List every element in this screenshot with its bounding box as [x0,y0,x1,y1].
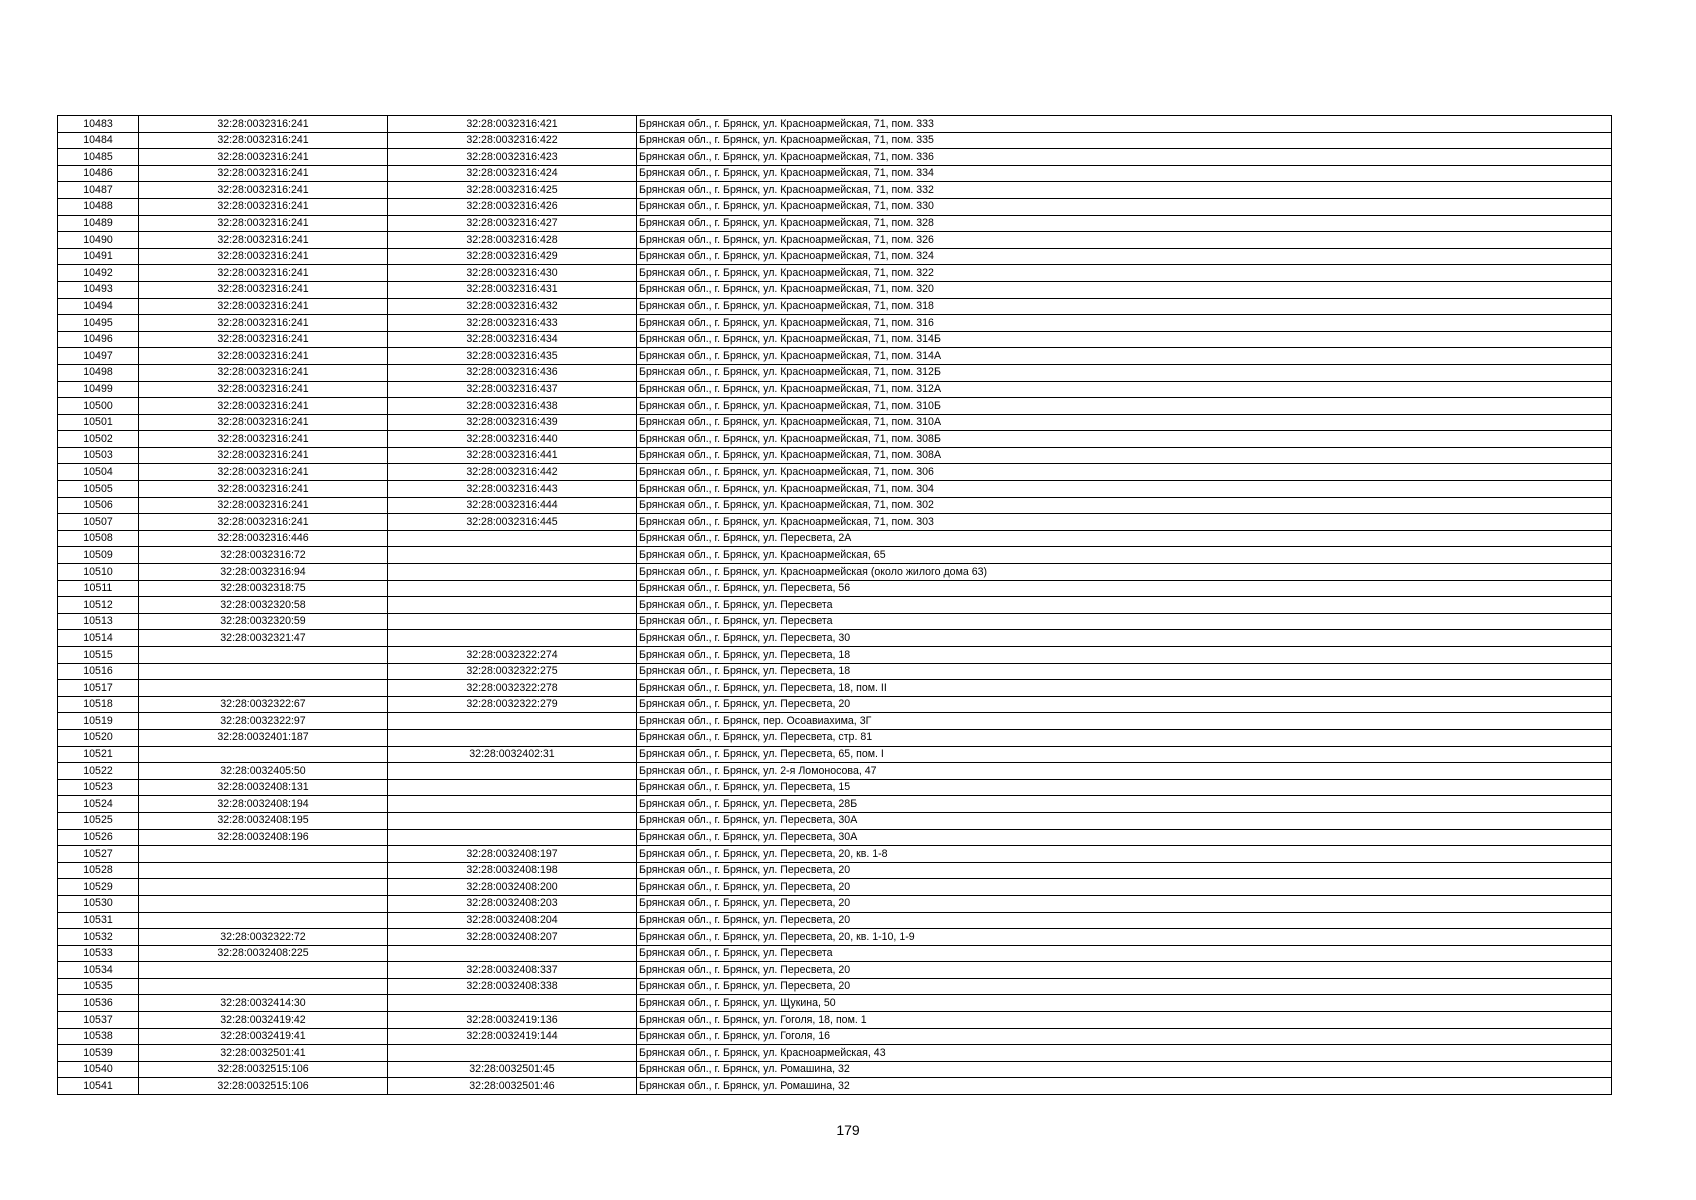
child-cadastral-number-cell [388,763,637,780]
child-cadastral-number-cell: 32:28:0032316:436 [388,364,637,381]
parent-cadastral-number-cell: 32:28:0032316:241 [139,481,388,498]
parent-cadastral-number-cell: 32:28:0032515:106 [139,1078,388,1095]
parent-cadastral-number-cell: 32:28:0032316:241 [139,248,388,265]
table-row [58,978,1612,995]
parent-cadastral-number-cell: 32:28:0032419:42 [139,1012,388,1029]
child-cadastral-number-cell: 32:28:0032501:46 [388,1078,637,1095]
row-number-cell: 10523 [58,779,139,796]
address-cell: Брянская обл., г. Брянск, ул. Гоголя, 16 [637,1028,1612,1045]
child-cadastral-number-cell [388,945,637,962]
address-cell: Брянская обл., г. Брянск, ул. Пересвета, 20 [637,962,1612,979]
child-cadastral-number-cell [388,564,637,581]
table-row [58,1028,1612,1045]
table-row [58,265,1612,282]
table-row [58,364,1612,381]
parent-cadastral-number-cell [139,978,388,995]
address-cell: Брянская обл., г. Брянск, ул. Пересвета, 2А [637,530,1612,547]
table-row [58,1045,1612,1062]
row-number-cell: 10491 [58,248,139,265]
address-cell: Брянская обл., г. Брянск, ул. Красноармейская, 71, пом. 334 [637,165,1612,182]
address-cell: Брянская обл., г. Брянск, ул. Пересвета, 20 [637,912,1612,929]
parent-cadastral-number-cell: 32:28:0032316:241 [139,132,388,149]
child-cadastral-number-cell [388,729,637,746]
row-number-cell: 10497 [58,348,139,365]
parent-cadastral-number-cell: 32:28:0032316:241 [139,232,388,249]
row-number-cell: 10494 [58,298,139,315]
table-row [58,431,1612,448]
child-cadastral-number-cell: 32:28:0032402:31 [388,746,637,763]
row-number-cell: 10496 [58,331,139,348]
address-cell: Брянская обл., г. Брянск, ул. Пересвета, 56 [637,580,1612,597]
row-number-cell: 10537 [58,1012,139,1029]
table-row [58,995,1612,1012]
parent-cadastral-number-cell [139,846,388,863]
parent-cadastral-number-cell [139,862,388,879]
row-number-cell: 10530 [58,895,139,912]
parent-cadastral-number-cell: 32:28:0032405:50 [139,763,388,780]
row-number-cell: 10524 [58,796,139,813]
table-row [58,680,1612,697]
parent-cadastral-number-cell: 32:28:0032316:241 [139,381,388,398]
row-number-cell: 10500 [58,398,139,415]
parent-cadastral-number-cell: 32:28:0032316:241 [139,331,388,348]
child-cadastral-number-cell: 32:28:0032316:422 [388,132,637,149]
parent-cadastral-number-cell: 32:28:0032316:241 [139,348,388,365]
parent-cadastral-number-cell: 32:28:0032316:241 [139,265,388,282]
address-cell: Брянская обл., г. Брянск, ул. Пересвета, 20 [637,978,1612,995]
row-number-cell: 10511 [58,580,139,597]
table-row [58,547,1612,564]
row-number-cell: 10541 [58,1078,139,1095]
address-cell: Брянская обл., г. Брянск, ул. Красноармейская, 71, пом. 308Б [637,431,1612,448]
address-cell: Брянская обл., г. Брянск, ул. Красноармейская, 71, пом. 335 [637,132,1612,149]
parent-cadastral-number-cell: 32:28:0032316:241 [139,414,388,431]
address-cell: Брянская обл., г. Брянск, ул. Красноармейская, 71, пом. 310Б [637,398,1612,415]
address-cell: Брянская обл., г. Брянск, ул. Пересвета, 15 [637,779,1612,796]
row-number-cell: 10486 [58,165,139,182]
parent-cadastral-number-cell: 32:28:0032316:241 [139,165,388,182]
table-row [58,514,1612,531]
row-number-cell: 10484 [58,132,139,149]
child-cadastral-number-cell: 32:28:0032408:197 [388,846,637,863]
child-cadastral-number-cell: 32:28:0032316:429 [388,248,637,265]
row-number-cell: 10538 [58,1028,139,1045]
child-cadastral-number-cell [388,713,637,730]
parent-cadastral-number-cell: 32:28:0032401:187 [139,729,388,746]
parent-cadastral-number-cell: 32:28:0032316:241 [139,182,388,199]
address-cell: Брянская обл., г. Брянск, ул. Пересвета, стр. 81 [637,729,1612,746]
row-number-cell: 10531 [58,912,139,929]
child-cadastral-number-cell: 32:28:0032316:442 [388,464,637,481]
address-cell: Брянская обл., г. Брянск, ул. Красноармейская, 71, пом. 336 [637,149,1612,166]
row-number-cell: 10533 [58,945,139,962]
address-cell: Брянская обл., г. Брянск, ул. Красноармейская, 71, пом. 333 [637,116,1612,133]
table-row [58,248,1612,265]
row-number-cell: 10517 [58,680,139,697]
parent-cadastral-number-cell: 32:28:0032316:241 [139,447,388,464]
address-cell: Брянская обл., г. Брянск, пер. Осоавиахима, 3Г [637,713,1612,730]
child-cadastral-number-cell [388,779,637,796]
address-cell: Брянская обл., г. Брянск, ул. Красноармейская, 71, пом. 310А [637,414,1612,431]
child-cadastral-number-cell: 32:28:0032316:434 [388,331,637,348]
child-cadastral-number-cell: 32:28:0032316:440 [388,431,637,448]
table-row [58,895,1612,912]
table-row [58,580,1612,597]
address-cell: Брянская обл., г. Брянск, ул. Красноармейская, 71, пом. 314А [637,348,1612,365]
table-row [58,481,1612,498]
child-cadastral-number-cell: 32:28:0032316:439 [388,414,637,431]
table-row [58,564,1612,581]
child-cadastral-number-cell [388,547,637,564]
child-cadastral-number-cell: 32:28:0032316:438 [388,398,637,415]
row-number-cell: 10525 [58,812,139,829]
address-cell: Брянская обл., г. Брянск, ул. Красноармейская, 65 [637,547,1612,564]
address-cell: Брянская обл., г. Брянск, ул. Красноармейская, 71, пом. 312Б [637,364,1612,381]
address-cell: Брянская обл., г. Брянск, ул. Щукина, 50 [637,995,1612,1012]
child-cadastral-number-cell: 32:28:0032316:428 [388,232,637,249]
table-row [58,945,1612,962]
table-row [58,613,1612,630]
address-cell: Брянская обл., г. Брянск, ул. Красноармейская, 71, пом. 320 [637,281,1612,298]
parent-cadastral-number-cell: 32:28:0032408:131 [139,779,388,796]
address-cell: Брянская обл., г. Брянск, ул. Пересвета, 20 [637,879,1612,896]
parent-cadastral-number-cell: 32:28:0032515:106 [139,1061,388,1078]
table-row [58,232,1612,249]
table-row [58,149,1612,166]
parent-cadastral-number-cell: 32:28:0032316:241 [139,514,388,531]
table-row [58,381,1612,398]
address-cell: Брянская обл., г. Брянск, ул. Пересвета, 30А [637,812,1612,829]
parent-cadastral-number-cell: 32:28:0032414:30 [139,995,388,1012]
address-cell: Брянская обл., г. Брянск, ул. Гоголя, 18, пом. 1 [637,1012,1612,1029]
child-cadastral-number-cell: 32:28:0032316:426 [388,198,637,215]
table-row [58,116,1612,133]
child-cadastral-number-cell: 32:28:0032408:200 [388,879,637,896]
row-number-cell: 10509 [58,547,139,564]
address-cell: Брянская обл., г. Брянск, ул. Ромашина, 32 [637,1078,1612,1095]
row-number-cell: 10493 [58,281,139,298]
child-cadastral-number-cell: 32:28:0032408:337 [388,962,637,979]
address-cell: Брянская обл., г. Брянск, ул. Пересвета [637,597,1612,614]
address-cell: Брянская обл., г. Брянск, ул. Пересвета, 20 [637,696,1612,713]
child-cadastral-number-cell: 32:28:0032322:274 [388,647,637,664]
parent-cadastral-number-cell: 32:28:0032316:241 [139,298,388,315]
parent-cadastral-number-cell [139,879,388,896]
row-number-cell: 10514 [58,630,139,647]
child-cadastral-number-cell: 32:28:0032316:431 [388,281,637,298]
row-number-cell: 10506 [58,497,139,514]
child-cadastral-number-cell: 32:28:0032419:144 [388,1028,637,1045]
address-cell: Брянская обл., г. Брянск, ул. Пересвета, 18, пом. II [637,680,1612,697]
parent-cadastral-number-cell: 32:28:0032316:241 [139,497,388,514]
row-number-cell: 10498 [58,364,139,381]
row-number-cell: 10516 [58,663,139,680]
registry-table [57,115,1612,1095]
child-cadastral-number-cell: 32:28:0032322:279 [388,696,637,713]
child-cadastral-number-cell [388,597,637,614]
parent-cadastral-number-cell: 32:28:0032316:94 [139,564,388,581]
row-number-cell: 10510 [58,564,139,581]
row-number-cell: 10526 [58,829,139,846]
child-cadastral-number-cell [388,995,637,1012]
address-cell: Брянская обл., г. Брянск, ул. Пересвета, 20, кв. 1-8 [637,846,1612,863]
table-row [58,1061,1612,1078]
parent-cadastral-number-cell: 32:28:0032316:241 [139,281,388,298]
address-cell: Брянская обл., г. Брянск, ул. Красноармейская, 71, пом. 304 [637,481,1612,498]
table-row [58,879,1612,896]
row-number-cell: 10503 [58,447,139,464]
address-cell: Брянская обл., г. Брянск, ул. Красноармейская, 71, пом. 316 [637,315,1612,332]
table-row [58,779,1612,796]
table-row [58,398,1612,415]
table-row [58,315,1612,332]
parent-cadastral-number-cell: 32:28:0032316:241 [139,215,388,232]
child-cadastral-number-cell: 32:28:0032316:444 [388,497,637,514]
row-number-cell: 10508 [58,530,139,547]
address-cell: Брянская обл., г. Брянск, ул. Красноармейская, 71, пом. 332 [637,182,1612,199]
child-cadastral-number-cell [388,630,637,647]
table-row [58,729,1612,746]
row-number-cell: 10535 [58,978,139,995]
table-row [58,846,1612,863]
child-cadastral-number-cell [388,580,637,597]
child-cadastral-number-cell [388,613,637,630]
address-cell: Брянская обл., г. Брянск, ул. Пересвета, 18 [637,647,1612,664]
parent-cadastral-number-cell: 32:28:0032316:241 [139,431,388,448]
child-cadastral-number-cell [388,829,637,846]
child-cadastral-number-cell [388,812,637,829]
child-cadastral-number-cell: 32:28:0032408:198 [388,862,637,879]
parent-cadastral-number-cell: 32:28:0032316:241 [139,398,388,415]
row-number-cell: 10501 [58,414,139,431]
parent-cadastral-number-cell: 32:28:0032316:446 [139,530,388,547]
address-cell: Брянская обл., г. Брянск, ул. Красноармейская, 71, пом. 324 [637,248,1612,265]
table-row [58,696,1612,713]
row-number-cell: 10515 [58,647,139,664]
address-cell: Брянская обл., г. Брянск, ул. Пересвета [637,613,1612,630]
table-row [58,132,1612,149]
row-number-cell: 10521 [58,746,139,763]
child-cadastral-number-cell [388,796,637,813]
parent-cadastral-number-cell: 32:28:0032318:75 [139,580,388,597]
row-number-cell: 10534 [58,962,139,979]
row-number-cell: 10488 [58,198,139,215]
table-row [58,497,1612,514]
table-row [58,298,1612,315]
table-row [58,198,1612,215]
parent-cadastral-number-cell: 32:28:0032316:241 [139,198,388,215]
parent-cadastral-number-cell [139,746,388,763]
address-cell: Брянская обл., г. Брянск, ул. Красноармейская (около жилого дома 63) [637,564,1612,581]
address-cell: Брянская обл., г. Брянск, ул. Красноармейская, 71, пом. 312А [637,381,1612,398]
parent-cadastral-number-cell: 32:28:0032408:195 [139,812,388,829]
address-cell: Брянская обл., г. Брянск, ул. Красноармейская, 43 [637,1045,1612,1062]
address-cell: Брянская обл., г. Брянск, ул. Пересвета [637,945,1612,962]
address-cell: Брянская обл., г. Брянск, ул. Пересвета, 20, кв. 1-10, 1-9 [637,929,1612,946]
child-cadastral-number-cell: 32:28:0032501:45 [388,1061,637,1078]
child-cadastral-number-cell: 32:28:0032316:445 [388,514,637,531]
table-row [58,663,1612,680]
table-row [58,829,1612,846]
child-cadastral-number-cell: 32:28:0032322:278 [388,680,637,697]
row-number-cell: 10522 [58,763,139,780]
address-cell: Брянская обл., г. Брянск, ул. Красноармейская, 71, пом. 330 [637,198,1612,215]
page-number: 179 [836,1122,860,1138]
address-cell: Брянская обл., г. Брянск, ул. Пересвета, 18 [637,663,1612,680]
parent-cadastral-number-cell: 32:28:0032316:241 [139,116,388,133]
table-row [58,182,1612,199]
table-row [58,447,1612,464]
parent-cadastral-number-cell [139,680,388,697]
address-cell: Брянская обл., г. Брянск, ул. Красноармейская, 71, пом. 308А [637,447,1612,464]
child-cadastral-number-cell: 32:28:0032316:425 [388,182,637,199]
row-number-cell: 10512 [58,597,139,614]
child-cadastral-number-cell: 32:28:0032316:430 [388,265,637,282]
address-cell: Брянская обл., г. Брянск, ул. 2-я Ломоносова, 47 [637,763,1612,780]
row-number-cell: 10487 [58,182,139,199]
registry-table-body [58,116,1612,1095]
row-number-cell: 10529 [58,879,139,896]
table-row [58,796,1612,813]
address-cell: Брянская обл., г. Брянск, ул. Пересвета, 65, пом. I [637,746,1612,763]
parent-cadastral-number-cell [139,912,388,929]
parent-cadastral-number-cell: 32:28:0032321:47 [139,630,388,647]
parent-cadastral-number-cell: 32:28:0032419:41 [139,1028,388,1045]
row-number-cell: 10483 [58,116,139,133]
row-number-cell: 10507 [58,514,139,531]
row-number-cell: 10520 [58,729,139,746]
parent-cadastral-number-cell [139,962,388,979]
address-cell: Брянская обл., г. Брянск, ул. Красноармейская, 71, пом. 318 [637,298,1612,315]
child-cadastral-number-cell: 32:28:0032408:204 [388,912,637,929]
row-number-cell: 10485 [58,149,139,166]
address-cell: Брянская обл., г. Брянск, ул. Ромашина, 32 [637,1061,1612,1078]
table-row [58,630,1612,647]
table-row [58,281,1612,298]
row-number-cell: 10518 [58,696,139,713]
parent-cadastral-number-cell: 32:28:0032320:58 [139,597,388,614]
address-cell: Брянская обл., г. Брянск, ул. Пересвета, 30А [637,829,1612,846]
parent-cadastral-number-cell [139,647,388,664]
table-row [58,1012,1612,1029]
child-cadastral-number-cell [388,1045,637,1062]
parent-cadastral-number-cell [139,895,388,912]
row-number-cell: 10536 [58,995,139,1012]
parent-cadastral-number-cell: 32:28:0032501:41 [139,1045,388,1062]
child-cadastral-number-cell: 32:28:0032316:427 [388,215,637,232]
table-row [58,713,1612,730]
parent-cadastral-number-cell: 32:28:0032316:241 [139,464,388,481]
address-cell: Брянская обл., г. Брянск, ул. Красноармейская, 71, пом. 302 [637,497,1612,514]
table-row [58,912,1612,929]
table-row [58,962,1612,979]
child-cadastral-number-cell: 32:28:0032316:441 [388,447,637,464]
row-number-cell: 10499 [58,381,139,398]
child-cadastral-number-cell: 32:28:0032419:136 [388,1012,637,1029]
child-cadastral-number-cell: 32:28:0032408:203 [388,895,637,912]
row-number-cell: 10492 [58,265,139,282]
table-row [58,1078,1612,1095]
address-cell: Брянская обл., г. Брянск, ул. Пересвета, 28Б [637,796,1612,813]
address-cell: Брянская обл., г. Брянск, ул. Красноармейская, 71, пом. 314Б [637,331,1612,348]
parent-cadastral-number-cell: 32:28:0032408:196 [139,829,388,846]
child-cadastral-number-cell: 32:28:0032408:207 [388,929,637,946]
row-number-cell: 10539 [58,1045,139,1062]
address-cell: Брянская обл., г. Брянск, ул. Пересвета, 30 [637,630,1612,647]
row-number-cell: 10513 [58,613,139,630]
child-cadastral-number-cell: 32:28:0032408:338 [388,978,637,995]
table-row [58,331,1612,348]
parent-cadastral-number-cell: 32:28:0032316:241 [139,149,388,166]
row-number-cell: 10519 [58,713,139,730]
row-number-cell: 10502 [58,431,139,448]
parent-cadastral-number-cell: 32:28:0032316:241 [139,364,388,381]
child-cadastral-number-cell: 32:28:0032316:421 [388,116,637,133]
row-number-cell: 10504 [58,464,139,481]
parent-cadastral-number-cell: 32:28:0032408:225 [139,945,388,962]
table-row [58,348,1612,365]
parent-cadastral-number-cell: 32:28:0032320:59 [139,613,388,630]
parent-cadastral-number-cell: 32:28:0032322:72 [139,929,388,946]
row-number-cell: 10527 [58,846,139,863]
child-cadastral-number-cell: 32:28:0032322:275 [388,663,637,680]
parent-cadastral-number-cell [139,663,388,680]
address-cell: Брянская обл., г. Брянск, ул. Пересвета, 20 [637,862,1612,879]
table-row [58,929,1612,946]
table-row [58,862,1612,879]
address-cell: Брянская обл., г. Брянск, ул. Красноармейская, 71, пом. 306 [637,464,1612,481]
row-number-cell: 10505 [58,481,139,498]
parent-cadastral-number-cell: 32:28:0032322:67 [139,696,388,713]
child-cadastral-number-cell: 32:28:0032316:423 [388,149,637,166]
table-row [58,414,1612,431]
row-number-cell: 10540 [58,1061,139,1078]
row-number-cell: 10489 [58,215,139,232]
child-cadastral-number-cell: 32:28:0032316:437 [388,381,637,398]
table-row [58,812,1612,829]
row-number-cell: 10528 [58,862,139,879]
table-row [58,165,1612,182]
table-row [58,746,1612,763]
row-number-cell: 10495 [58,315,139,332]
parent-cadastral-number-cell: 32:28:0032316:241 [139,315,388,332]
table-row [58,215,1612,232]
parent-cadastral-number-cell: 32:28:0032316:72 [139,547,388,564]
table-row [58,763,1612,780]
table-row [58,647,1612,664]
table-row [58,530,1612,547]
child-cadastral-number-cell [388,530,637,547]
child-cadastral-number-cell: 32:28:0032316:432 [388,298,637,315]
row-number-cell: 10532 [58,929,139,946]
address-cell: Брянская обл., г. Брянск, ул. Красноармейская, 71, пом. 303 [637,514,1612,531]
child-cadastral-number-cell: 32:28:0032316:424 [388,165,637,182]
parent-cadastral-number-cell: 32:28:0032408:194 [139,796,388,813]
address-cell: Брянская обл., г. Брянск, ул. Пересвета, 20 [637,895,1612,912]
child-cadastral-number-cell: 32:28:0032316:433 [388,315,637,332]
table-row [58,597,1612,614]
child-cadastral-number-cell: 32:28:0032316:443 [388,481,637,498]
address-cell: Брянская обл., г. Брянск, ул. Красноармейская, 71, пом. 326 [637,232,1612,249]
address-cell: Брянская обл., г. Брянск, ул. Красноармейская, 71, пом. 328 [637,215,1612,232]
address-cell: Брянская обл., г. Брянск, ул. Красноармейская, 71, пом. 322 [637,265,1612,282]
table-row [58,464,1612,481]
row-number-cell: 10490 [58,232,139,249]
parent-cadastral-number-cell: 32:28:0032322:97 [139,713,388,730]
child-cadastral-number-cell: 32:28:0032316:435 [388,348,637,365]
